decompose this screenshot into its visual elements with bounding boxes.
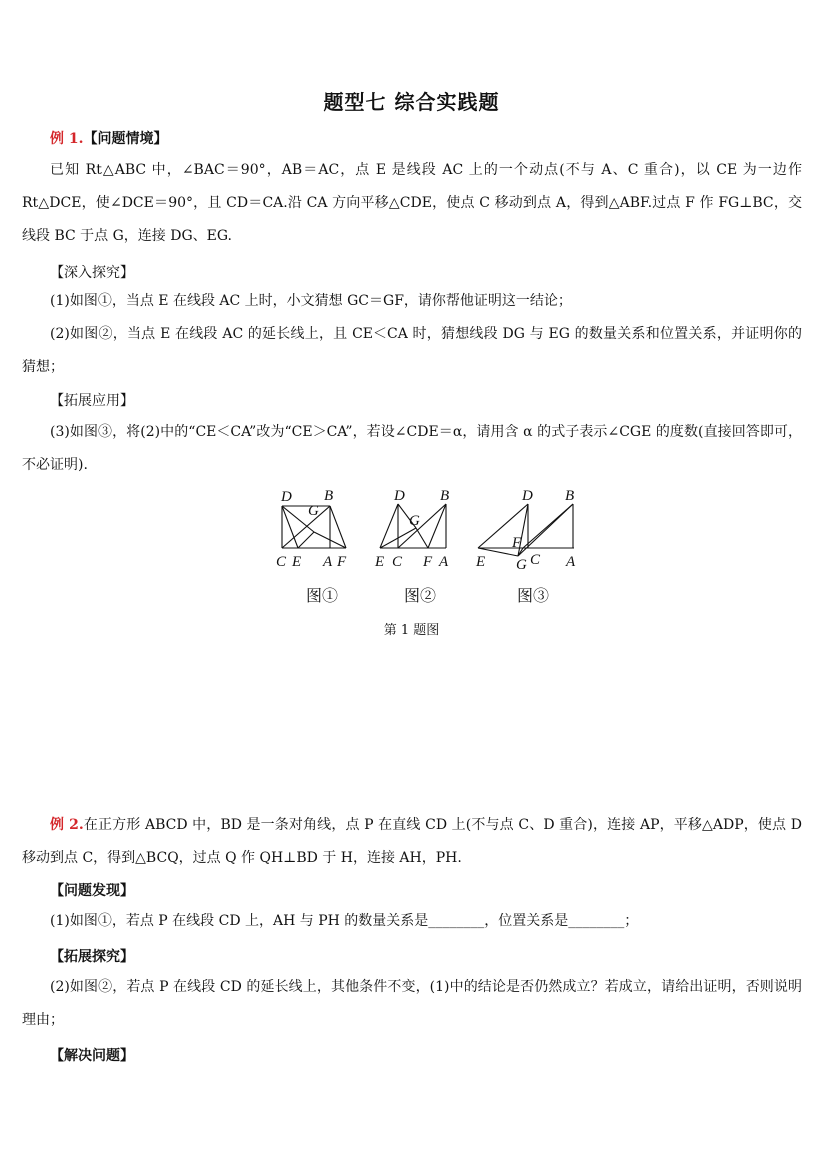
example1-header [50,128,168,148]
fig3-label-D: D [522,488,533,504]
fig3-label-B: B [565,488,575,504]
fig1-label-F: F [337,554,347,570]
fig2-label-C: C [392,554,403,570]
fig2-label-E: E [375,554,385,570]
figure-1-caption: 图① [305,586,338,605]
fig1-label-E: E [292,554,302,570]
fig2-label-F: F [423,554,433,570]
fig2-label-B: B [440,488,450,504]
example2-q1: (1)如图①，若点 P 在线段 CD 上，AH 与 PH 的数量关系是________，位置关系是________； [50,913,639,929]
page-title: 题型七 综合实践题 [323,90,500,114]
example2-q2: (2)如图②，若点 P 在线段 CD 的延长线上，其他条件不变，(1)中的结论是否仍然成立？若成立，请给出证明，否则说明理由； [22,979,802,1028]
fig1-label-G: G [308,503,319,519]
fig2-label-G: G [409,513,420,529]
example1-label: 例 1. [50,131,84,147]
example1-q2: (2)如图②，当点 E 在线段 AC 的延长线上，且 CE＜CA 时，猜想线段 DG 与 EG 的数量关系和位置关系，并证明你的猜想； [22,326,802,375]
example1-heading: 【问题情境】 [83,131,168,147]
example2-section-discover: 【问题发现】 [50,883,134,899]
figure-title: 第 1 题图 [383,623,440,638]
fig3-label-E: E [476,554,486,570]
geometry-figures [270,484,590,574]
fig3-label-F: F [512,535,522,551]
fig1-label-A: A [323,554,333,570]
example1-q1: (1)如图①，当点 E 在线段 AC 上时，小文猜想 GC＝GF，请你帮他证明这一结论； [50,293,572,309]
fig3-label-A: A [566,554,576,570]
example2-intro-text: 在正方形 ABCD 中，BD 是一条对角线，点 P 在直线 CD 上(不与点 C、D 重合)，连接 AP，平移△ADP，使点 D 移动到点 C，得到△BCQ，过点 Q 作 QH⊥BD 于 H，连接 AH，PH. [22,817,802,866]
example1-q3: (3)如图③，将(2)中的“CE＜CA”改为“CE＞CA”，若设∠CDE＝α，请用含 α 的式子表示∠CGE 的度数(直接回答即可，不必证明). [22,424,802,473]
example1-section-explore: 【深入探究】 [50,265,134,281]
figure-3-lines [478,504,574,556]
fig1-label-C: C [276,554,287,570]
fig3-label-C: C [530,552,541,568]
example2-intro [22,809,802,875]
example2-label: 例 2. [50,817,84,833]
fig3-label-G: G [516,557,527,573]
example2-section-extend: 【拓展探究】 [50,949,134,965]
fig2-label-A: A [439,554,449,570]
figure-3-caption: 图③ [516,586,549,605]
example2-section-solve: 【解决问题】 [50,1048,134,1064]
figure-2-caption: 图② [403,586,436,605]
example1-section-extend: 【拓展应用】 [50,393,134,409]
fig1-label-B: B [324,488,334,504]
fig1-label-D: D [281,489,292,505]
fig2-label-D: D [394,488,405,504]
figure-group [270,484,590,574]
example1-intro: 已知 Rt△ABC 中，∠BAC＝90°，AB＝AC，点 E 是线段 AC 上的一个动点(不与 A、C 重合)，以 CE 为一边作 Rt△DCE，使∠DCE＝90°，且 CD＝CA.沿 CA 方向平移△CDE，使点 C 移动到点 A，得到△ABF.过点 F 作 FG⊥BC，交线段 BC 于点 G，连接 DG、EG. [22,162,802,244]
